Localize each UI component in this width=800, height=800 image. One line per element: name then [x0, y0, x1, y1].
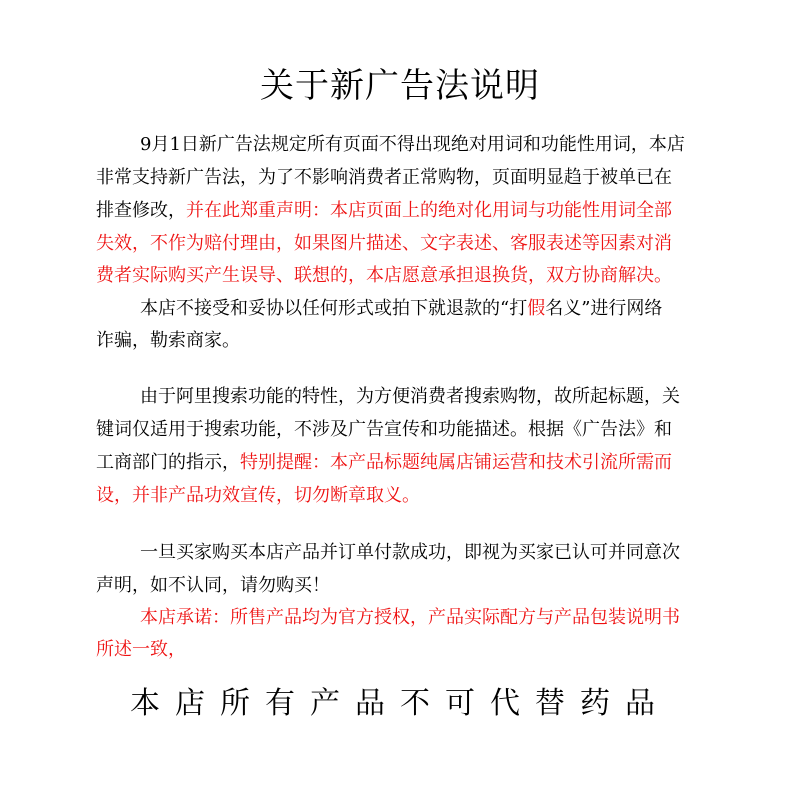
- body-text: 名义”进行网络: [545, 298, 663, 319]
- body-text: 排查修改，: [96, 200, 186, 221]
- body-text: 一旦买家购买本店产品并订单付款成功，即视为买家已认可并同意次: [140, 542, 680, 563]
- body-line-6: [140, 294, 662, 320]
- body-line-3: [96, 196, 672, 222]
- highlight-text: 设，并非产品功效宣传，切勿断章取义。: [96, 485, 420, 506]
- highlight-text: 假: [527, 298, 546, 319]
- highlight-text: 所述一致，: [96, 639, 186, 660]
- footer-disclaimer: 本店所有产品不可代替药品: [130, 686, 670, 721]
- highlight-text: 本店承诺：所售产品均为官方授权，产品实际配方与产品包装说明书: [140, 607, 680, 628]
- body-line-10: [96, 448, 672, 474]
- highlight-text: 费者实际购买产生误导、联想的，本店愿意承担退换货，双方协商解决。: [96, 265, 672, 286]
- body-text: 非常支持新广告法，为了不影响消费者正常购物，页面明显趋于被单已在: [96, 167, 672, 188]
- body-line-11: [96, 481, 420, 507]
- body-line-12: [140, 538, 680, 564]
- body-line-1: [140, 130, 685, 156]
- body-line-14: [140, 603, 680, 629]
- highlight-text: 失效，不作为赔付理由，如果图片描述、文字表述、客服表述等因素对消: [96, 233, 672, 254]
- body-text: 本店不接受和妥协以任何形式或拍下就退款的“打: [140, 298, 528, 319]
- highlight-text: 特别提醒：本产品标题纯属店铺运营和技术引流所需而: [240, 452, 672, 473]
- body-line-15: [96, 635, 186, 661]
- body-line-4: [96, 229, 672, 255]
- body-text: 9月1日新广告法规定所有页面不得出现绝对用词和功能性用词，本店: [140, 134, 685, 155]
- highlight-text: 并在此郑重声明：本店页面上的绝对化用词与功能性用词全部: [186, 200, 672, 221]
- body-text: 工商部门的指示，: [96, 452, 240, 473]
- body-line-9: [96, 415, 672, 441]
- body-line-2: [96, 163, 672, 189]
- body-text: 键词仅适用于搜索功能，不涉及广告宣传和功能描述。根据《广告法》和: [96, 419, 672, 440]
- body-text: 声明，如不认同，请勿购买！: [96, 575, 330, 596]
- page-title: 关于新广告法说明: [260, 66, 540, 106]
- body-line-8: [140, 382, 680, 408]
- body-line-7: [96, 326, 240, 352]
- body-line-5: [96, 261, 672, 287]
- body-text: 由于阿里搜索功能的特性，为方便消费者搜索购物，故所起标题，关: [140, 386, 680, 407]
- body-line-13: [96, 571, 330, 597]
- body-text: 诈骗，勒索商家。: [96, 330, 240, 351]
